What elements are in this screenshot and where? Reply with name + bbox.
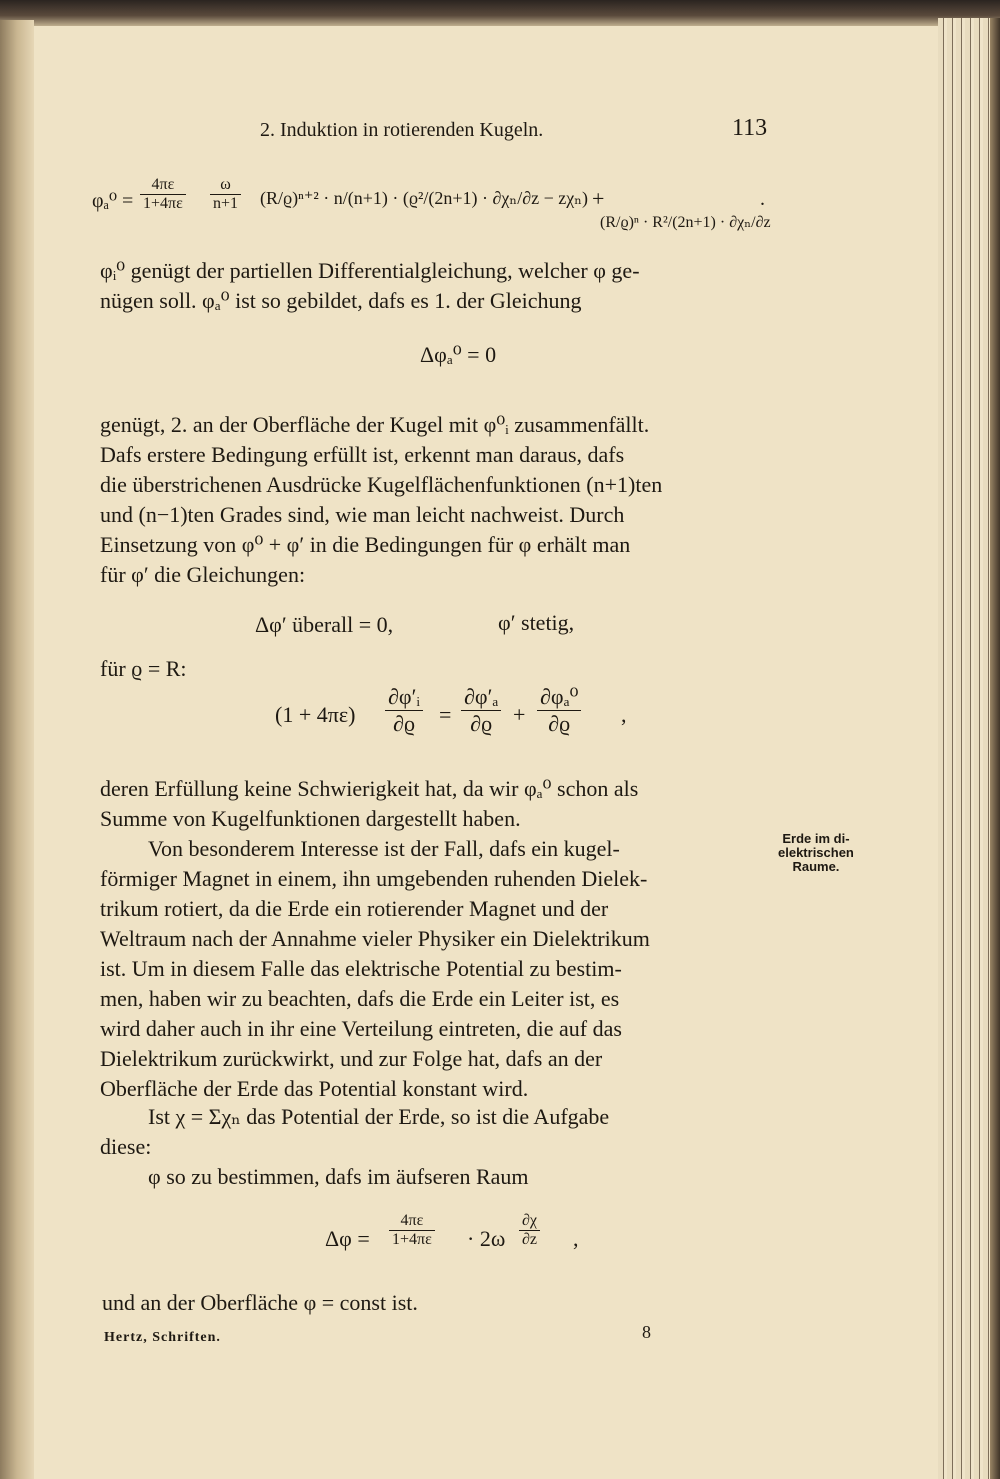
eq-final-mid: · 2ω xyxy=(467,1226,506,1251)
footer-author: Hertz, Schriften. xyxy=(104,1330,221,1345)
eq-top-frac2: $\frac{\omega}{n+1}$ xyxy=(210,176,241,213)
para2-line3: die überstrichenen Ausdrücke Kugelflächenfunktionen (n+1)ten xyxy=(100,472,663,497)
para1-line1: φᵢ⁰ genügt der partiellen Differentialgleichung, welcher φ ge- xyxy=(100,258,640,283)
para5-line1: Ist χ = Σχₙ das Potential der Erde, so ist die Aufgabe xyxy=(148,1104,610,1129)
para4-line3: trikum rotiert, da die Erde ein rotierender Magnet und der xyxy=(100,896,609,921)
eq-final-frac2: $\frac{\partial\chi}{\partial z}$ xyxy=(519,1212,540,1249)
eq-boundary-frac2: $\frac{\text{∂φ′ₐ}}{\partial ϱ}$ xyxy=(461,684,501,737)
eq-top-end: . xyxy=(760,188,765,210)
eq-final-lhs: Δφ = xyxy=(325,1226,370,1251)
para1-line2: nügen soll. φₐ⁰ ist so gebildet, dafs es 1. der Gleichung xyxy=(100,288,582,313)
eq-top-term2: (R/ϱ)ⁿ · R²/(2n+1) · ∂χₙ/∂z xyxy=(600,214,771,231)
eq-boundary xyxy=(275,684,635,744)
para4-line2: förmiger Magnet in einem, ihn umgebenden ruhenden Dielek- xyxy=(100,866,648,891)
para2-line4: und (n−1)ten Grades sind, wie man leicht nachweist. Durch xyxy=(100,502,625,527)
eq-boundary-eq: = xyxy=(439,702,452,727)
footer-signature: 8 xyxy=(642,1322,651,1342)
eq-final xyxy=(325,1208,595,1268)
eq-top-term1: (R/ϱ)ⁿ⁺² · n/(n+1) · (ϱ²/(2n+1) · ∂χₙ/∂z − zχₙ) xyxy=(260,188,588,208)
equation-top xyxy=(92,168,772,238)
eq-boundary-plus: + xyxy=(513,702,526,727)
eq-conditions-left: Δφ′ überall = 0, xyxy=(255,612,394,637)
book-spine-shadow xyxy=(0,20,34,1479)
para7: und an der Oberfläche φ = const ist. xyxy=(102,1290,418,1315)
para6: φ so zu bestimmen, dafs im äufseren Raum xyxy=(148,1164,529,1189)
margin-note-line1: Erde im di- xyxy=(782,831,850,846)
eq-boundary-prefix: (1 + 4πε) xyxy=(275,702,356,727)
book-top-edge xyxy=(0,0,1000,26)
eq-final-end: , xyxy=(573,1226,579,1251)
eq-top-plus: + xyxy=(592,186,605,211)
para2-line1: genügt, 2. an der Oberfläche der Kugel mit φ⁰ᵢ zusammenfällt. xyxy=(100,412,650,437)
page-stack-edges xyxy=(938,18,1000,1479)
fuer-rho: für ϱ = R: xyxy=(100,656,187,681)
margin-note-line2: elektrischen xyxy=(778,845,854,860)
eq-top-lhs: φₐ⁰ = xyxy=(92,190,134,212)
para4-line1: Von besonderem Interesse ist der Fall, dafs ein kugel- xyxy=(148,836,620,861)
para4-line9: Oberfläche der Erde das Potential konstant wird. xyxy=(100,1076,529,1101)
para4-line6: men, haben wir zu beachten, dafs die Erde ein Leiter ist, es xyxy=(100,986,620,1011)
margin-note-line3: Raume. xyxy=(792,859,840,874)
para4-line5: ist. Um in diesem Falle das elektrische Potential zu bestim- xyxy=(100,956,622,981)
para2-line2: Dafs erstere Bedingung erfüllt ist, erkennt man daraus, dafs xyxy=(100,442,625,467)
running-head xyxy=(0,115,1000,145)
para2-line5: Einsetzung von φ⁰ + φ′ in die Bedingungen für φ erhält man xyxy=(100,532,631,557)
para3-line1: deren Erfüllung keine Schwierigkeit hat, da wir φₐ⁰ schon als xyxy=(100,776,639,801)
margin-note xyxy=(778,832,854,874)
page-number: 113 xyxy=(732,115,768,141)
para3-line2: Summe von Kugelfunktionen dargestellt haben. xyxy=(100,806,521,831)
para4-line8: Dielektrikum zurückwirkt, und zur Folge hat, dafs an der xyxy=(100,1046,603,1071)
section-title: 2. Induktion in rotierenden Kugeln. xyxy=(260,119,544,141)
eq-laplace: Δφₐ⁰ = 0 xyxy=(420,342,497,367)
eq-boundary-frac1: $\frac{\text{∂φ′ᵢ}}{\partial ϱ}$ xyxy=(385,684,423,737)
para2-line6: für φ′ die Gleichungen: xyxy=(100,562,306,587)
para4-line7: wird daher auch in ihr eine Verteilung eintreten, die auf das xyxy=(100,1016,622,1041)
eq-final-frac1: $\frac{4\pi\varepsilon}{1+4\pi\varepsilon}$ xyxy=(389,1212,435,1249)
para5-line2: diese: xyxy=(100,1134,152,1159)
eq-conditions-right: φ′ stetig, xyxy=(498,610,575,635)
eq-top-frac1: $\frac{4\pi\varepsilon}{1+4\pi\varepsilon}$ xyxy=(140,176,186,213)
eq-boundary-end: , xyxy=(621,702,627,727)
para4-line4: Weltraum nach der Annahme vieler Physiker ein Dielektrikum xyxy=(100,926,650,951)
eq-boundary-frac3: $\frac{\text{∂φₐ⁰}}{\partial ϱ}$ xyxy=(537,684,581,737)
